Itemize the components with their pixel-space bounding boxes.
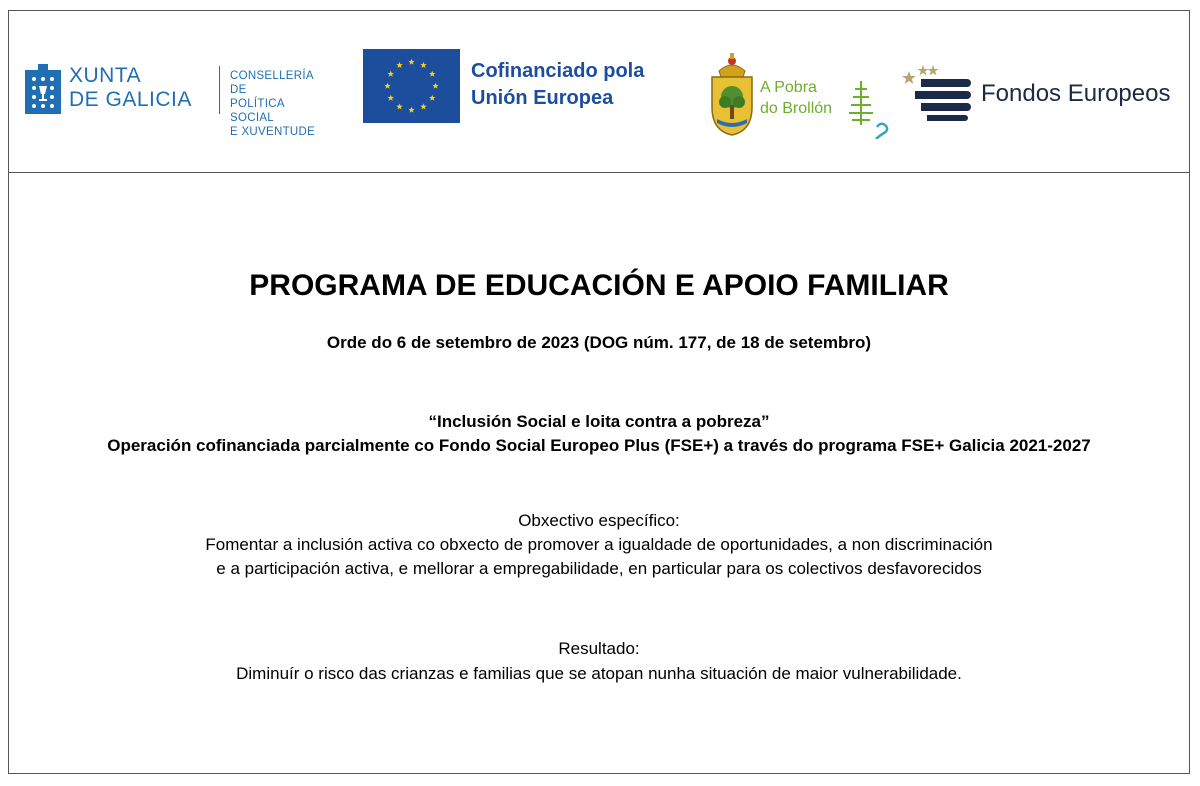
xunta-dept-line1: CONSELLERÍA DE [230,70,314,96]
operation-tagline [9,410,1189,458]
eu-text-line1: Cofinanciado pola [471,60,645,82]
xunta-logo [25,64,329,138]
tagline-line1: “Inclusión Social e loita contra a pobreza” [428,412,770,431]
objective-line1: Fomentar a inclusión activa co obxecto de promover a igualdade de oportunidades, a non discriminación [205,535,993,554]
pobra-name-line1: A Pobra [760,79,817,96]
result-section [9,636,1189,686]
xunta-name-line1: XUNTA [69,64,142,87]
pobra-logo [709,53,894,137]
xunta-name [69,64,192,112]
fondos-europeos-text: Fondos Europeos [981,80,1171,107]
objective-line2: e a participación activa, e mellorar a empregabilidade, en particular para os colectivos desfavorecidos [216,559,982,578]
fondos-europeos-logo [899,63,1171,123]
xunta-dept-line2: POLÍTICA SOCIAL [230,98,285,124]
objective-label: Obxectivo específico: [518,511,680,530]
xunta-emblem-icon [25,64,61,116]
xunta-dept-line3: E XUVENTUDE [230,126,316,138]
tree-icon [845,77,895,139]
result-text: Diminuír o risco das crianzas e familias que se atopan nunha situación de maior vulnerabilidade. [236,664,962,683]
xunta-divider [219,66,220,114]
result-label: Resultado: [558,639,640,658]
fondos-europeos-mark-icon [899,63,975,123]
xunta-name-line2: DE GALICIA [69,88,192,111]
xunta-department [230,69,329,139]
eu-cofinanced-text [471,58,644,112]
page-title: PROGRAMA DE EDUCACIÓN E APOIO FAMILIAR [249,269,949,302]
eu-text-line2: Unión Europea [471,87,614,109]
pobra-name [760,77,832,119]
tagline-line2: Operación cofinanciada parcialmente co Fondo Social Europeo Plus (FSE+) a través do programa FSE+ Galicia 2021-2027 [107,436,1091,455]
document-frame [8,10,1190,774]
coat-of-arms-icon [709,53,755,137]
eu-flag-icon [363,49,460,123]
eu-logo [363,49,673,123]
order-reference: Orde do 6 de setembro de 2023 (DOG núm. 177, de 18 de setembro) [326,333,872,352]
pobra-name-line2: do Brollón [760,100,833,117]
specific-objective [9,509,1189,581]
logo-band [9,11,1189,173]
